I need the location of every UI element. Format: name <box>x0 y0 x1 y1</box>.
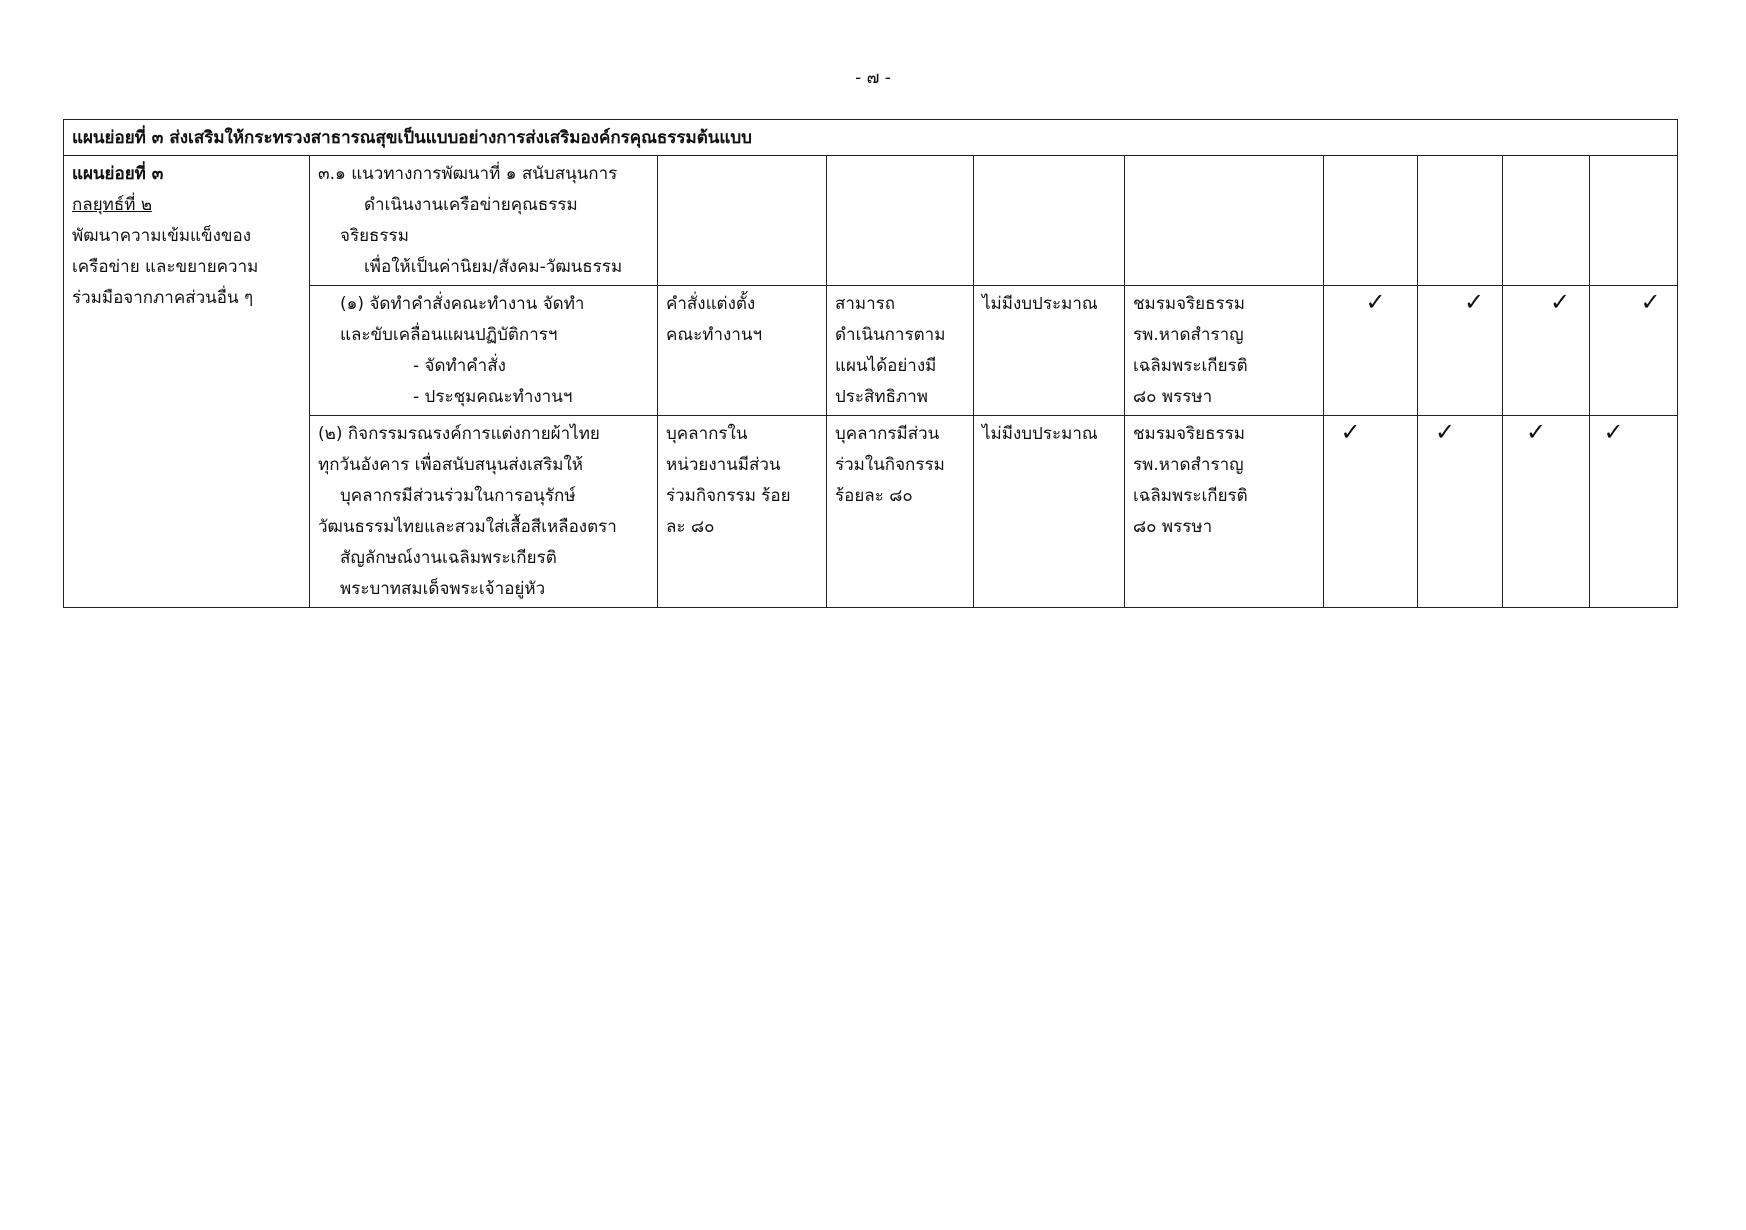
project-line: สัญลักษณ์งานเฉลิมพระเกียรติ <box>340 548 557 568</box>
outcome-line: ร่วมในกิจกรรม <box>835 455 945 475</box>
responsible-line: ๘๐ พรรษา <box>1133 387 1213 407</box>
checkmark-icon: ✓ <box>1525 418 1547 446</box>
empty-cell <box>827 156 974 286</box>
quarter-cell <box>1503 416 1590 608</box>
strategy-text-line: ร่วมมือจากภาคส่วนอื่น ๆ <box>72 288 254 308</box>
responsible-cell <box>1125 286 1324 416</box>
project-line: วัฒนธรรมไทยและสวมใส่เสื้อสีเหลืองตรา <box>318 517 617 537</box>
quarter-cell <box>1418 286 1503 416</box>
outcome-cell <box>827 416 974 608</box>
output-line: คณะทำงานฯ <box>666 325 763 345</box>
outcome-line: ร้อยละ ๘๐ <box>835 486 913 506</box>
empty-cell <box>1125 156 1324 286</box>
header-row <box>64 120 1678 156</box>
page-number: - ๗ - <box>855 68 891 88</box>
project-cell <box>310 416 658 608</box>
project-line: (๒) กิจกรรมรณรงค์การแต่งกายผ้าไทย <box>318 424 600 444</box>
checkmark-icon: ✓ <box>1640 288 1661 316</box>
responsible-line: ชมรมจริยธรรม <box>1133 294 1245 314</box>
budget-cell <box>974 286 1125 416</box>
quarter-cell <box>1590 286 1678 416</box>
outcome-line: ดำเนินการตาม <box>835 325 946 345</box>
output-line: คำสั่งแต่งตั้ง <box>666 294 756 314</box>
guideline-line: เพื่อให้เป็นค่านิยม/สังคม-วัฒนธรรม <box>364 257 623 277</box>
checkmark-icon: ✓ <box>1463 288 1485 316</box>
guideline-row <box>64 156 1678 286</box>
checkmark-icon: ✓ <box>1340 418 1361 446</box>
strategy-text-line: พัฒนาความเข้มแข็งของ <box>72 226 252 246</box>
quarter-cell <box>1418 416 1503 608</box>
outcome-line: บุคลากรมีส่วน <box>835 424 940 444</box>
responsible-line: เฉลิมพระเกียรติ <box>1133 356 1248 376</box>
checkmark-icon: ✓ <box>1549 288 1571 316</box>
quarter-cell <box>1324 286 1418 416</box>
project-cell <box>310 286 658 416</box>
checkmark-icon: ✓ <box>1365 288 1386 316</box>
responsible-line: รพ.หาดสำราญ <box>1133 455 1244 475</box>
guideline-cell <box>310 156 658 286</box>
empty-cell <box>974 156 1125 286</box>
guideline-line: ดำเนินงานเครือข่ายคุณธรรม <box>364 195 578 215</box>
responsible-line: ชมรมจริยธรรม <box>1133 424 1245 444</box>
quarter-cell <box>1590 416 1678 608</box>
budget-cell <box>974 416 1125 608</box>
quarter-cell <box>1324 416 1418 608</box>
empty-cell <box>1590 156 1678 286</box>
strategy-text-line: เครือข่าย และขยายความ <box>72 257 259 277</box>
checkmark-icon: ✓ <box>1434 418 1456 446</box>
empty-cell <box>1324 156 1418 286</box>
empty-cell <box>658 156 827 286</box>
guideline-line: ๓.๑ แนวทางการพัฒนาที่ ๑ สนับสนุนการ <box>318 164 618 184</box>
quarter-cell <box>1503 286 1590 416</box>
project-line: และขับเคลื่อนแผนปฏิบัติการฯ <box>340 325 558 345</box>
sub-plan-header: แผนย่อยที่ ๓ ส่งเสริมให้กระทรวงสาธารณสุขเป็นแบบอย่างการส่งเสริมองค์กรคุณธรรมต้นแบบ <box>64 120 1678 156</box>
output-line: ร่วมกิจกรรม ร้อย <box>666 486 791 506</box>
plan-table <box>63 119 1678 608</box>
project-line: บุคลากรมีส่วนร่วมในการอนุรักษ์ <box>340 486 576 506</box>
sub-plan-cell <box>64 156 310 608</box>
sub-plan-title: แผนย่อยที่ ๓ <box>72 164 164 184</box>
output-cell <box>658 416 827 608</box>
guideline-line: จริยธรรม <box>340 226 409 246</box>
strategy-label: กลยุทธ์ที่ ๒ <box>72 195 153 215</box>
empty-cell <box>1418 156 1503 286</box>
project-line: (๑) จัดทำคำสั่งคณะทำงาน จัดทำ <box>340 294 585 314</box>
empty-cell <box>1503 156 1590 286</box>
project-line: พระบาทสมเด็จพระเจ้าอยู่หัว <box>340 579 546 599</box>
project-line: - ประชุมคณะทำงานฯ <box>413 387 573 407</box>
output-line: หน่วยงานมีส่วน <box>666 455 781 475</box>
outcome-line: ประสิทธิภาพ <box>835 387 928 407</box>
outcome-cell <box>827 286 974 416</box>
budget-text: ไม่มีงบประมาณ <box>982 424 1098 444</box>
responsible-cell <box>1125 416 1324 608</box>
checkmark-icon: ✓ <box>1603 418 1624 446</box>
responsible-line: เฉลิมพระเกียรติ <box>1133 486 1248 506</box>
project-line: - จัดทำคำสั่ง <box>413 356 506 376</box>
outcome-line: แผนได้อย่างมี <box>835 356 937 376</box>
output-line: ละ ๘๐ <box>666 517 715 537</box>
responsible-line: รพ.หาดสำราญ <box>1133 325 1244 345</box>
project-line: ทุกวันอังคาร เพื่อสนับสนุนส่งเสริมให้ <box>318 455 583 475</box>
outcome-line: สามารถ <box>835 294 896 314</box>
budget-text: ไม่มีงบประมาณ <box>982 294 1098 314</box>
output-line: บุคลากรใน <box>666 424 748 444</box>
output-cell <box>658 286 827 416</box>
responsible-line: ๘๐ พรรษา <box>1133 517 1213 537</box>
